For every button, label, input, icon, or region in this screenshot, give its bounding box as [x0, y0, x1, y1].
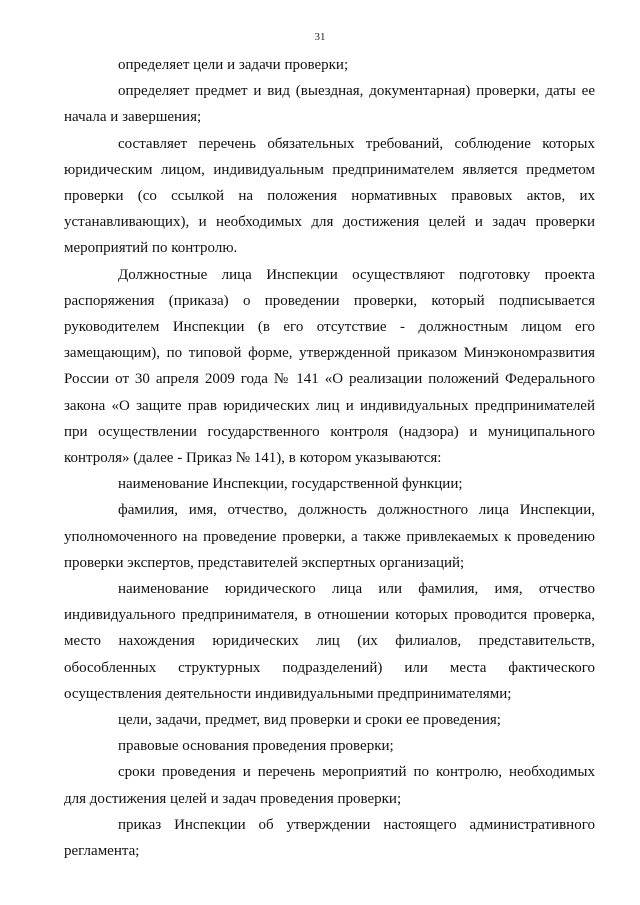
document-body [64, 52, 595, 864]
paragraph: сроки проведения и перечень мероприятий по контролю, необходимых для достижения целей и задач проведения проверки; [64, 764, 595, 807]
paragraph: составляет перечень обязательных требований, соблюдение которых юридическим лицом, индивидуальным предпринимателем является предметом проверки (со ссылкой на положения нормативных правовых актов, их устанавливающих), и необходимых для достижения целей и задач проверки мероприятий по контролю. [64, 135, 595, 257]
paragraph: определяет цели и задачи проверки; [118, 57, 349, 73]
paragraph: цели, задачи, предмет, вид проверки и сроки ее проведения; [118, 712, 501, 729]
paragraph: приказ Инспекции об утверждении настоящего административного регламента; [64, 816, 595, 860]
page-number: 31 [314, 31, 326, 43]
paragraph: фамилия, имя, отчество, должность должностного лица Инспекции, уполномоченного на проведение проверки, а также привлекаемых к проведению проверки экспертов, представителей экспертных организаций; [64, 502, 595, 571]
paragraph: наименование Инспекции, государственной функции; [118, 476, 463, 493]
paragraph: определяет предмет и вид (выездная, документарная) проверки, даты ее начала и завершения; [64, 83, 595, 126]
paragraph: правовые основания проведения проверки; [118, 738, 394, 755]
paragraph: Должностные лица Инспекции осуществляют подготовку проекта распоряжения (приказа) о проведении проверки, который подписывается руководителем Инспекции (в его отсутствие - должностным лицом его замещающим), по типовой форме, утвержденной приказом Минэкономразвития России от 30 апреля 2009 года № 141 «О реализации положений Федерального закона «О защите прав юридических лиц и индивидуальных предпринимателей при осуществлении государственного контроля (надзора) и муниципального контроля» (далее - Приказ № 141), в котором указываются: [64, 266, 595, 467]
paragraph: наименование юридического лица или фамилия, имя, отчество индивидуального предпринимателя, в отношении которых проводится проверка, место нахождения юридических лиц (их филиалов, представительств, обособленных структурных подразделений) или места фактического осуществления деятельности индивидуальными предпринимателями; [64, 581, 595, 702]
